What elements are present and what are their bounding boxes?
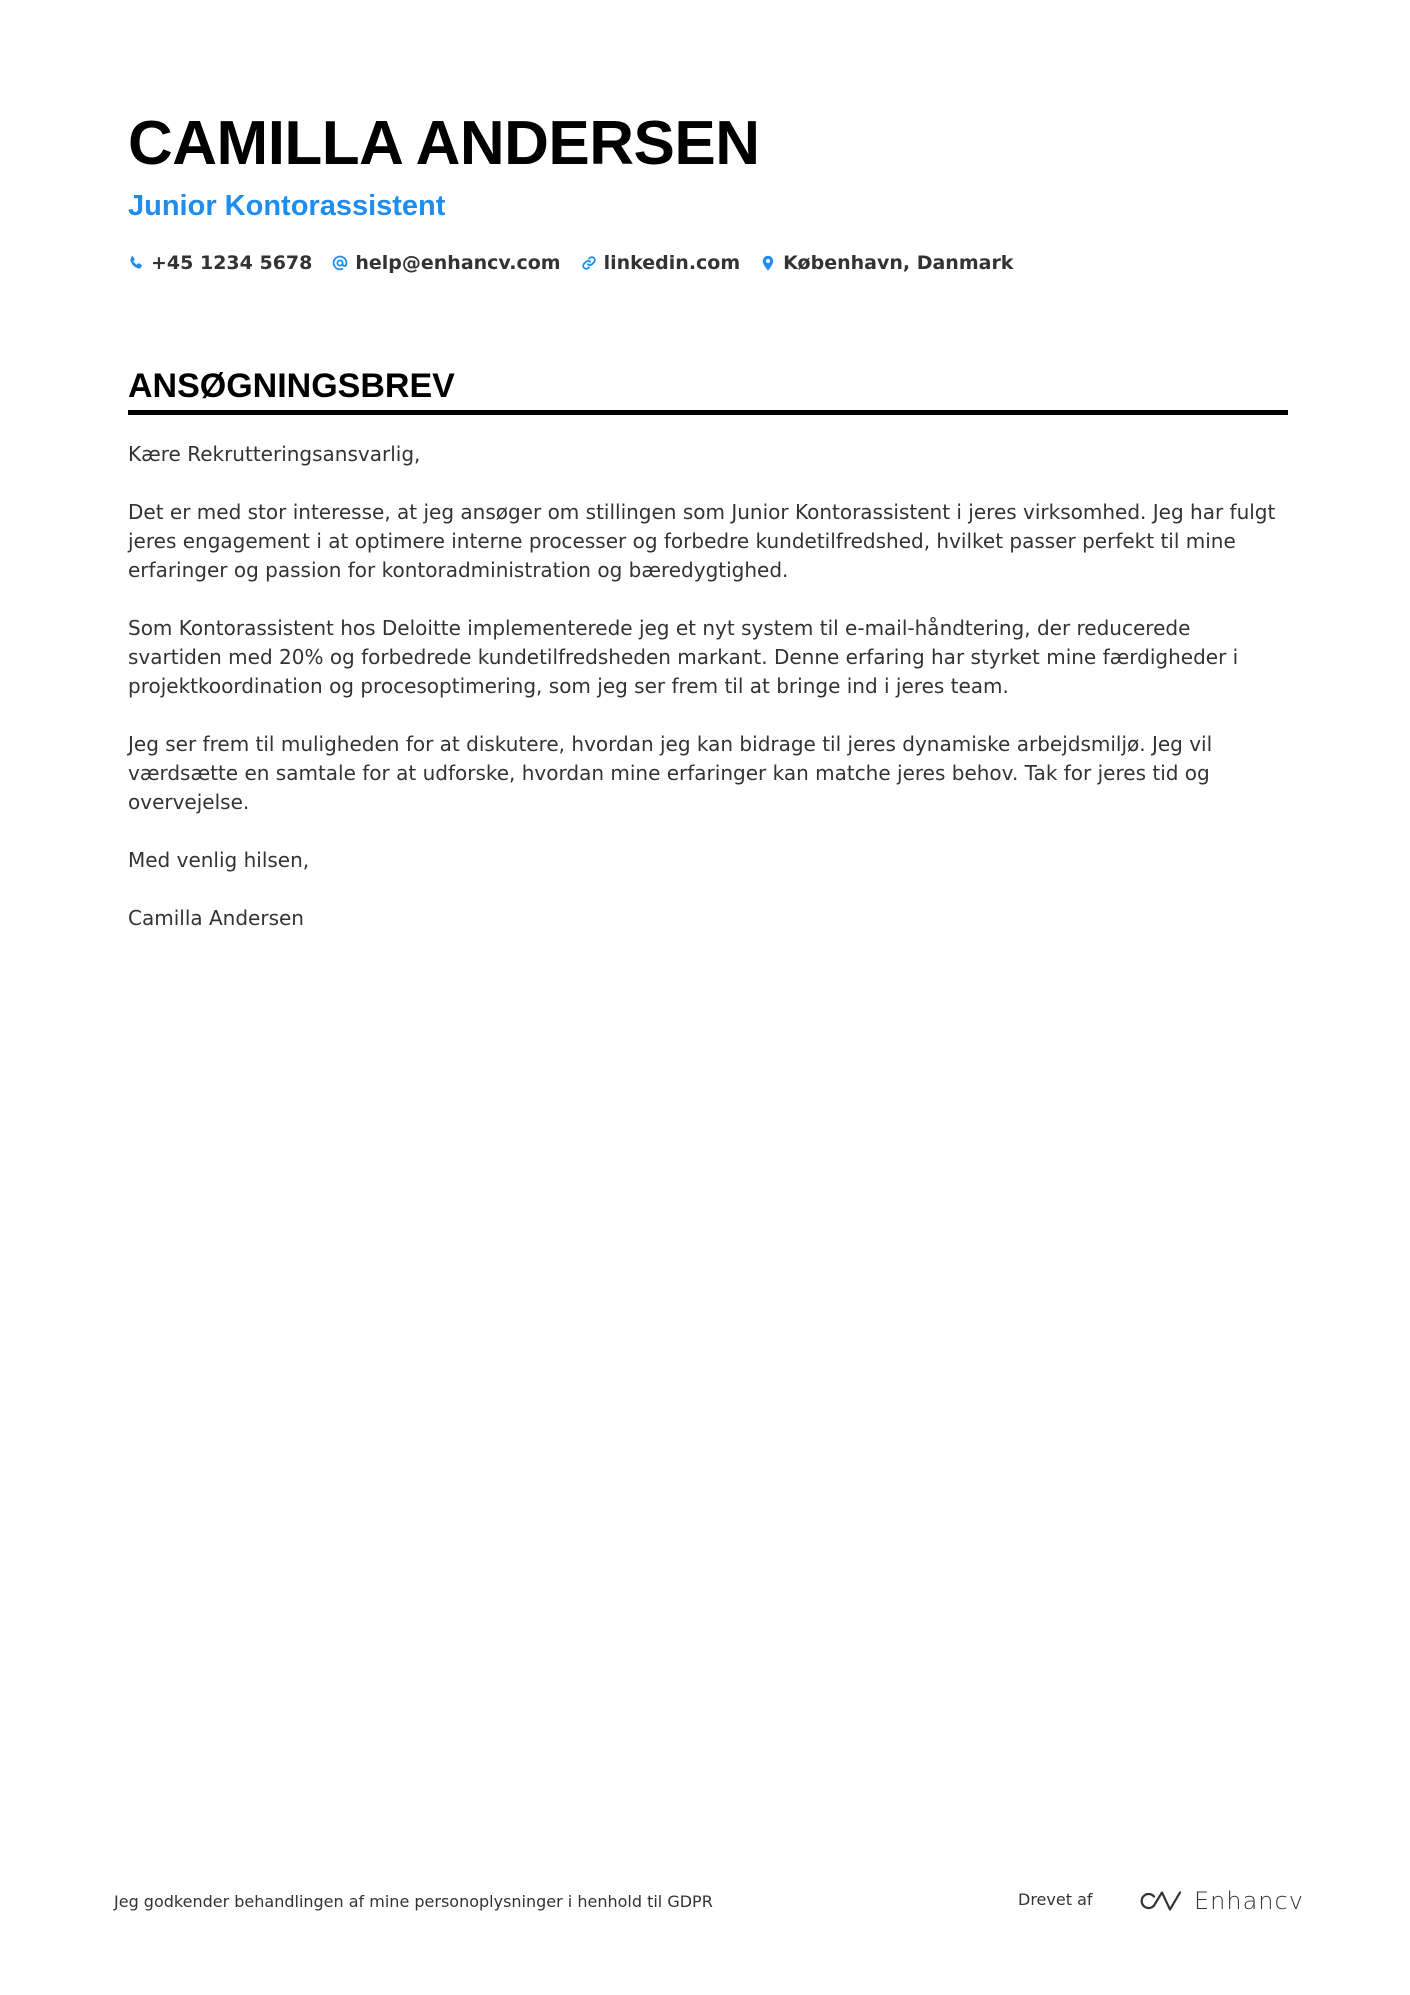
gdpr-consent-text: Jeg godkender behandlingen af mine personoplysninger i henhold til GDPR <box>114 1892 713 1911</box>
letter-signature: Camilla Andersen <box>128 906 304 930</box>
job-title: Junior Kontorassistent <box>128 190 446 222</box>
enhancv-logo-icon <box>1138 1888 1184 1914</box>
phone-number: +45 1234 5678 <box>151 252 313 274</box>
link-icon <box>581 254 597 272</box>
at-icon <box>332 254 348 272</box>
header <box>128 106 1288 278</box>
letter-paragraph-2: Som Kontorassistent hos Deloitte implementerede jeg et nyt system til e-mail-håndtering, der reducerede svartiden med 20% og forbedrede kundetilfredsheden markant. Denne erfaring har styrket mine færdigheder i projektkoordination og procesoptimering, som jeg ser frem til at bringe ind i jeres team. <box>128 616 1239 698</box>
phone-icon <box>128 254 144 272</box>
section-title: ANSØGNINGSBREV <box>128 367 455 405</box>
letter-paragraph-3: Jeg ser frem til muligheden for at diskutere, hvordan jeg kan bidrage til jeres dynamiske arbejdsmiljø. Jeg vil værdsætte en samtale for at udforske, hvordan mine erfaringer kan matche jeres behov. Tak for jeres tid og overvejelse. <box>128 732 1213 814</box>
letter-salutation: Kære Rekrutteringsansvarlig, <box>128 442 421 466</box>
location-text: København, Danmark <box>783 252 1014 274</box>
contact-phone[interactable] <box>128 252 312 274</box>
section-divider <box>128 410 1288 415</box>
contact-email[interactable] <box>332 252 560 274</box>
brand-name: Enhancv <box>1194 1887 1304 1915</box>
linkedin-url: linkedin.com <box>603 252 741 274</box>
location-pin-icon <box>760 254 776 272</box>
letter-body <box>128 440 1288 933</box>
email-address: help@enhancv.com <box>355 252 561 274</box>
footer <box>114 1884 1304 1924</box>
cover-letter-section <box>128 364 1288 962</box>
applicant-name: CAMILLA ANDERSEN <box>128 109 760 178</box>
contact-location <box>760 252 1013 274</box>
contact-linkedin[interactable] <box>581 252 741 274</box>
brand-link[interactable] <box>1138 1884 1304 1918</box>
letter-paragraph-1: Det er med stor interesse, at jeg ansøger om stillingen som Junior Kontorassistent i jeres virksomhed. Jeg har fulgt jeres engagement i at optimere interne processer og forbedre kundetilfredshed, hvilket passer perfekt til mine erfaringer og passion for kontoradministration og bæredygtighed. <box>128 500 1276 582</box>
contact-info <box>128 248 1288 278</box>
letter-closing: Med venlig hilsen, <box>128 848 310 872</box>
powered-by-label: Drevet af <box>1018 1890 1093 1909</box>
